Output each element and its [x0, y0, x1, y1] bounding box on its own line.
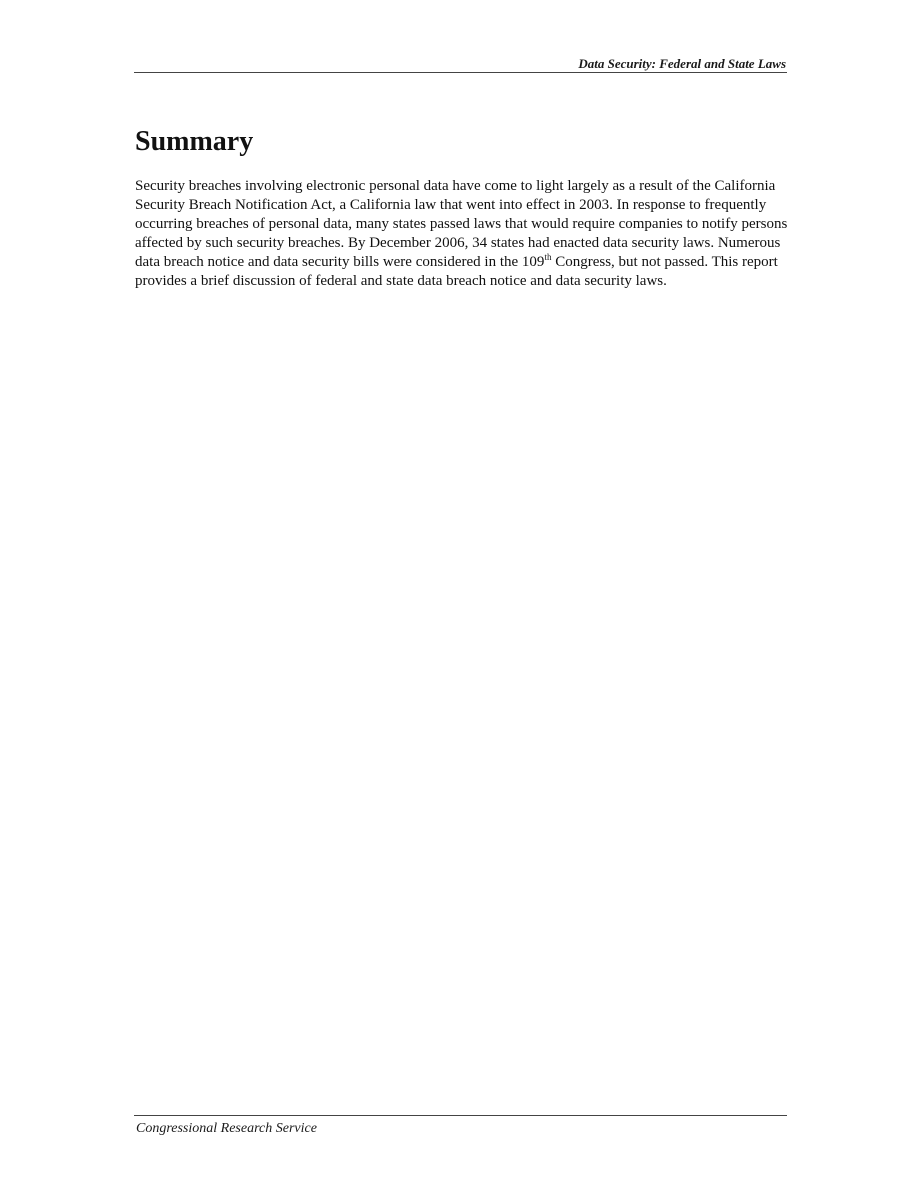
summary-paragraph	[135, 177, 795, 291]
header-divider	[134, 72, 787, 73]
paragraph-text-part-2: Congress, but not passed. This report provides a brief discussion of federal and state data breach notice and data security laws.	[135, 254, 778, 289]
running-footer-organization: Congressional Research Service	[136, 1121, 317, 1136]
running-header-title: Data Security: Federal and State Laws	[578, 56, 786, 71]
paragraph-text-part-1: Security breaches involving electronic personal data have come to light largely as a result of the California Security Breach Notification Act, a California law that went into effect in 2003. In response to frequently occurring breaches of personal data, many states passed laws that would require companies to notify persons affected by such security breaches. By December 2006, 34 states had enacted data security laws. Numerous data breach notice and data security bills were considered in the 109	[135, 178, 788, 270]
ordinal-superscript: th	[544, 252, 552, 262]
section-heading: Summary	[135, 126, 254, 157]
footer-divider	[134, 1115, 787, 1116]
